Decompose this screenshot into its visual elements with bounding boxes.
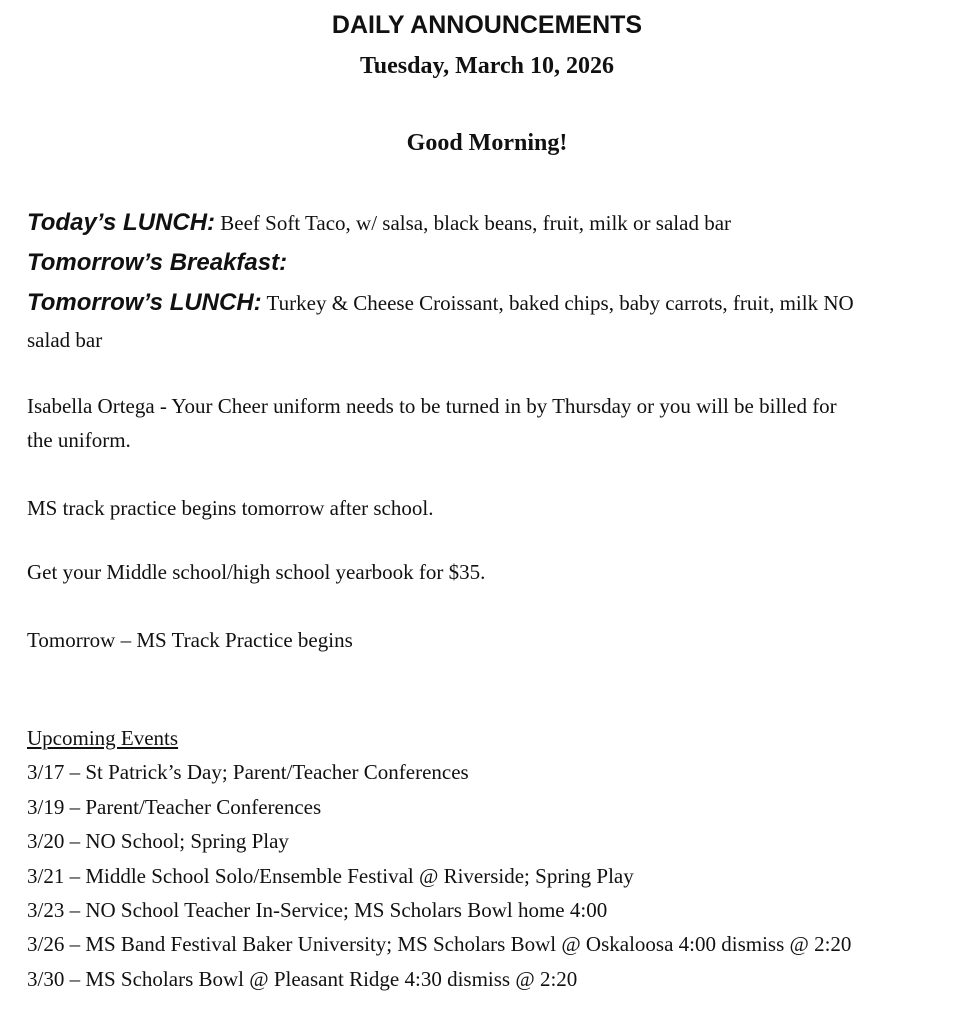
tomorrow-breakfast-line <box>27 243 947 283</box>
cheer-announcement <box>27 389 947 457</box>
greeting: Good Morning! <box>406 130 568 156</box>
event-item: 3/21 – Middle School Solo/Ensemble Festival @ Riverside; Spring Play <box>27 863 634 888</box>
event-item: 3/23 – NO School Teacher In-Service; MS Scholars Bowl home 4:00 <box>27 897 608 922</box>
menu-section <box>27 203 947 357</box>
tomorrow-breakfast-label: Tomorrow’s Breakfast: <box>27 249 288 276</box>
upcoming-events <box>27 721 947 996</box>
yearbook-announcement: Get your Middle school/high school yearbook for $35. <box>27 560 486 584</box>
event-item: 3/20 – NO School; Spring Play <box>27 829 289 854</box>
events-heading: Upcoming Events <box>27 726 179 750</box>
tomorrow-lunch-text-continued: salad bar <box>27 328 103 352</box>
tomorrow-lunch-line <box>27 283 947 323</box>
event-item: 3/26 – MS Band Festival Baker University; MS Scholars Bowl @ Oskaloosa 4:00 dismiss @ 2:20 <box>27 932 852 957</box>
tomorrow-lunch-label: Tomorrow’s LUNCH: <box>27 289 262 316</box>
page-title: DAILY ANNOUNCEMENTS <box>331 11 643 39</box>
today-lunch-label: Today’s LUNCH: <box>27 209 216 236</box>
event-item: 3/17 – St Patrick’s Day; Parent/Teacher Conferences <box>27 760 469 785</box>
today-lunch-text: Beef Soft Taco, w/ salsa, black beans, fruit, milk or salad bar <box>220 211 732 235</box>
tomorrow-lunch-text: Turkey & Cheese Croissant, baked chips, baby carrots, fruit, milk NO <box>266 291 854 315</box>
page-date: Tuesday, March 10, 2026 <box>359 53 615 79</box>
track-announcement: MS track practice begins tomorrow after school. <box>27 496 434 520</box>
cheer-line-1: Isabella Ortega - Your Cheer uniform needs to be turned in by Thursday or you will be billed for <box>27 394 837 418</box>
today-lunch-line <box>27 203 947 243</box>
tomorrow-announcement: Tomorrow – MS Track Practice begins <box>27 628 353 652</box>
event-item: 3/19 – Parent/Teacher Conferences <box>27 794 322 819</box>
event-item: 3/30 – MS Scholars Bowl @ Pleasant Ridge 4:30 dismiss @ 2:20 <box>27 966 578 991</box>
cheer-line-2: the uniform. <box>27 428 131 452</box>
